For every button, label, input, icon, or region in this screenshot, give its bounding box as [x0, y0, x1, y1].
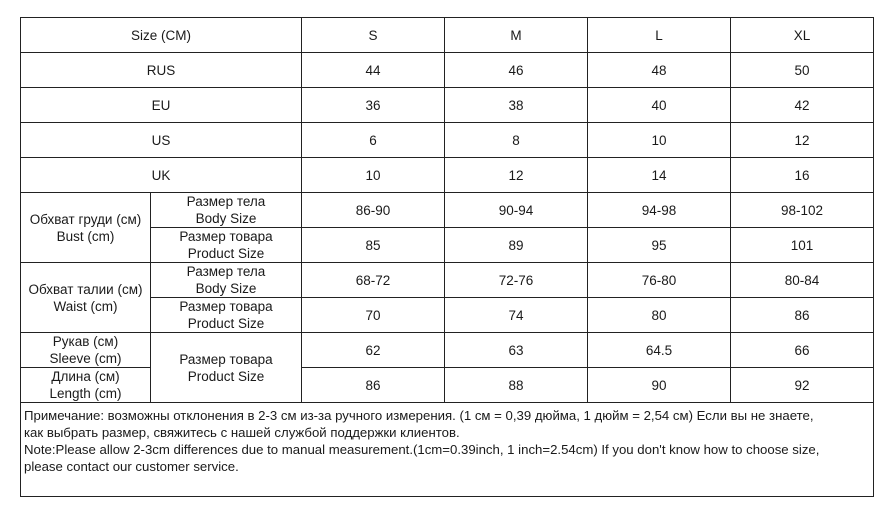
table-row [21, 158, 874, 193]
table-cell: 94-98 [588, 193, 731, 228]
table-cell: 80 [588, 298, 731, 333]
size-l-header: L [588, 18, 731, 53]
table-cell: 48 [588, 53, 731, 88]
product-size-en: Product Size [187, 246, 265, 261]
table-cell: 44 [302, 53, 445, 88]
size-m-header: M [445, 18, 588, 53]
table-cell: 86 [302, 368, 445, 403]
note-row [21, 403, 874, 497]
waist-label-en: Waist (cm) [53, 298, 118, 314]
table-cell: 88 [445, 368, 588, 403]
table-cell: 12 [731, 123, 874, 158]
table-row [21, 193, 874, 228]
table-cell: 70 [302, 298, 445, 333]
sleeve-label [21, 333, 151, 368]
bust-body-size-label [151, 193, 302, 228]
table-cell: 80-84 [731, 263, 874, 298]
table-cell: 72-76 [445, 263, 588, 298]
table-cell: 10 [302, 158, 445, 193]
table-cell: 63 [445, 333, 588, 368]
table-cell: 74 [445, 298, 588, 333]
table-cell: 85 [302, 228, 445, 263]
table-cell: 90-94 [445, 193, 588, 228]
length-label [21, 368, 151, 403]
row-label-eu: EU [21, 88, 302, 123]
product-size-ru: Размер товара [179, 229, 273, 244]
bust-product-size-label [151, 228, 302, 263]
table-cell: 86-90 [302, 193, 445, 228]
header-row [21, 18, 874, 53]
length-label-ru: Длина (см) [51, 369, 120, 384]
sleeve-label-en: Sleeve (cm) [49, 351, 122, 366]
row-label-us: US [21, 123, 302, 158]
waist-body-size-label [151, 263, 302, 298]
note-cell [21, 403, 874, 497]
table-row [21, 123, 874, 158]
table-row [21, 333, 874, 368]
note-en-line1: Note:Please allow 2-3cm differences due to manual measurement.(1cm=0.39inch, 1 inch=2.54cm) If you don't know how to choose size, [24, 442, 820, 457]
row-label-rus: RUS [21, 53, 302, 88]
table-row [21, 368, 874, 403]
table-cell: 89 [445, 228, 588, 263]
product-size-en: Product Size [187, 368, 265, 384]
table-cell: 86 [731, 298, 874, 333]
size-chart [20, 17, 873, 497]
table-cell: 66 [731, 333, 874, 368]
table-cell: 14 [588, 158, 731, 193]
table-cell: 68-72 [302, 263, 445, 298]
table-cell: 64.5 [588, 333, 731, 368]
note-ru-line2: как выбрать размер, свяжитесь с нашей службой поддержки клиентов. [24, 425, 460, 440]
product-size-en: Product Size [187, 316, 265, 331]
table-cell: 42 [731, 88, 874, 123]
table-cell: 46 [445, 53, 588, 88]
body-size-en: Body Size [195, 281, 257, 296]
size-header-label: Size (CM) [21, 18, 302, 53]
table-cell: 98-102 [731, 193, 874, 228]
bust-label-en: Bust (cm) [56, 228, 115, 244]
table-row [21, 53, 874, 88]
bust-label [21, 193, 151, 263]
table-row [21, 263, 874, 298]
table-cell: 8 [445, 123, 588, 158]
length-label-en: Length (cm) [49, 386, 122, 401]
table-cell: 62 [302, 333, 445, 368]
note-ru-line1: Примечание: возможны отклонения в 2-3 см из-за ручного измерения. (1 см = 0,39 дюйма, 1 дюйм = 2,54 см) Если вы не знаете, [24, 408, 814, 423]
table-cell: 16 [731, 158, 874, 193]
waist-label-ru: Обхват талии (см) [28, 281, 143, 297]
bust-label-ru: Обхват груди (см) [29, 211, 142, 227]
note-en-line2: please contact our customer service. [24, 459, 239, 474]
table-cell: 6 [302, 123, 445, 158]
table-cell: 12 [445, 158, 588, 193]
table-cell: 95 [588, 228, 731, 263]
table-cell: 92 [731, 368, 874, 403]
table-cell: 36 [302, 88, 445, 123]
size-xl-header: XL [731, 18, 874, 53]
body-size-ru: Размер тела [186, 264, 266, 279]
waist-label [21, 263, 151, 333]
body-size-en: Body Size [195, 211, 257, 226]
sleeve-length-product-size-label [151, 333, 302, 403]
table-cell: 38 [445, 88, 588, 123]
table-cell: 76-80 [588, 263, 731, 298]
product-size-ru: Размер товара [179, 351, 273, 367]
row-label-uk: UK [21, 158, 302, 193]
table-cell: 101 [731, 228, 874, 263]
size-s-header: S [302, 18, 445, 53]
size-table [20, 17, 874, 497]
product-size-ru: Размер товара [179, 299, 273, 314]
sleeve-label-ru: Рукав (см) [52, 334, 119, 349]
table-cell: 90 [588, 368, 731, 403]
table-cell: 10 [588, 123, 731, 158]
waist-product-size-label [151, 298, 302, 333]
table-cell: 40 [588, 88, 731, 123]
table-cell: 50 [731, 53, 874, 88]
body-size-ru: Размер тела [186, 194, 266, 209]
table-row [21, 88, 874, 123]
